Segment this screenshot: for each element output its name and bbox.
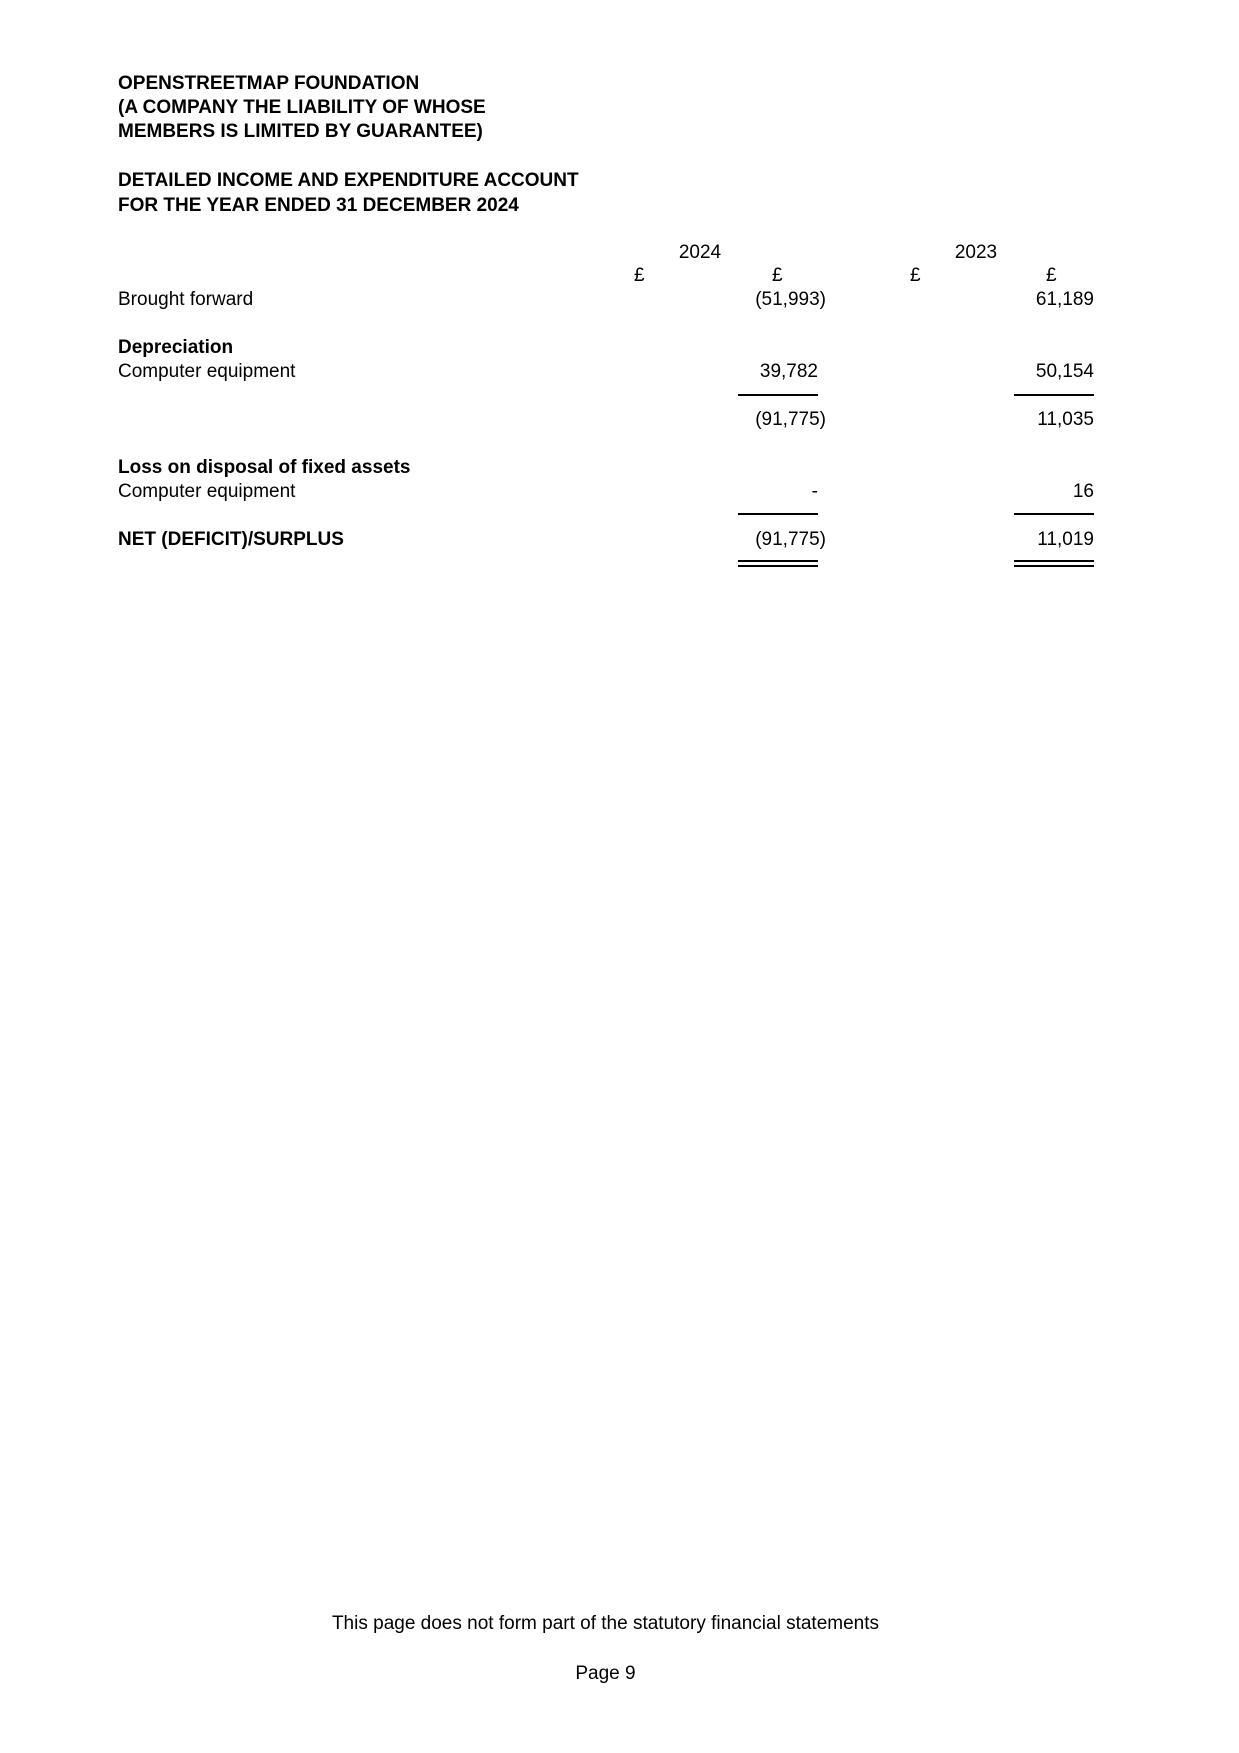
depreciation-current: 39,782 xyxy=(759,361,818,382)
depreciation-prior: 50,154 xyxy=(1035,361,1094,382)
subtotal-current: (91,775) xyxy=(755,409,826,430)
net-result-label: NET (DEFICIT)/SURPLUS xyxy=(118,529,344,550)
double-rule-net-current xyxy=(738,560,818,567)
currency-symbol-prior-total: £ xyxy=(1046,265,1057,286)
brought-forward-prior: 61,189 xyxy=(1035,289,1094,310)
rule-depreciation-current xyxy=(738,394,818,396)
depreciation-label: Computer equipment xyxy=(118,361,296,382)
currency-symbol-prior-sub: £ xyxy=(910,265,921,286)
company-name: OPENSTREETMAP FOUNDATION xyxy=(118,73,420,94)
rule-loss-current xyxy=(738,513,818,515)
net-result-prior: 11,019 xyxy=(1037,529,1094,550)
loss-on-disposal-current: - xyxy=(811,481,818,502)
footer-note: This page does not form part of the statutory financial statements xyxy=(331,1613,880,1634)
currency-symbol-current-total: £ xyxy=(772,265,783,286)
column-year-current: 2024 xyxy=(678,242,722,263)
rule-loss-prior xyxy=(1014,513,1094,515)
statement-title: DETAILED INCOME AND EXPENDITURE ACCOUNT xyxy=(118,170,579,191)
brought-forward-current: (51,993) xyxy=(755,289,826,310)
statement-period: FOR THE YEAR ENDED 31 DECEMBER 2024 xyxy=(118,195,519,216)
loss-on-disposal-heading: Loss on disposal of fixed assets xyxy=(118,457,411,478)
subtotal-prior: 11,035 xyxy=(1037,409,1094,430)
depreciation-heading: Depreciation xyxy=(118,337,234,358)
company-descriptor-line1: (A COMPANY THE LIABILITY OF WHOSE xyxy=(118,97,486,118)
currency-symbol-current-sub: £ xyxy=(634,265,645,286)
net-result-current: (91,775) xyxy=(755,529,826,550)
rule-depreciation-prior xyxy=(1014,394,1094,396)
double-rule-net-prior xyxy=(1014,560,1094,567)
loss-on-disposal-prior: 16 xyxy=(1072,481,1094,502)
brought-forward-label: Brought forward xyxy=(118,289,254,310)
company-descriptor-line2: MEMBERS IS LIMITED BY GUARANTEE) xyxy=(118,121,483,142)
page-number: Page 9 xyxy=(575,1663,636,1684)
loss-on-disposal-label: Computer equipment xyxy=(118,481,296,502)
column-year-prior: 2023 xyxy=(954,242,998,263)
